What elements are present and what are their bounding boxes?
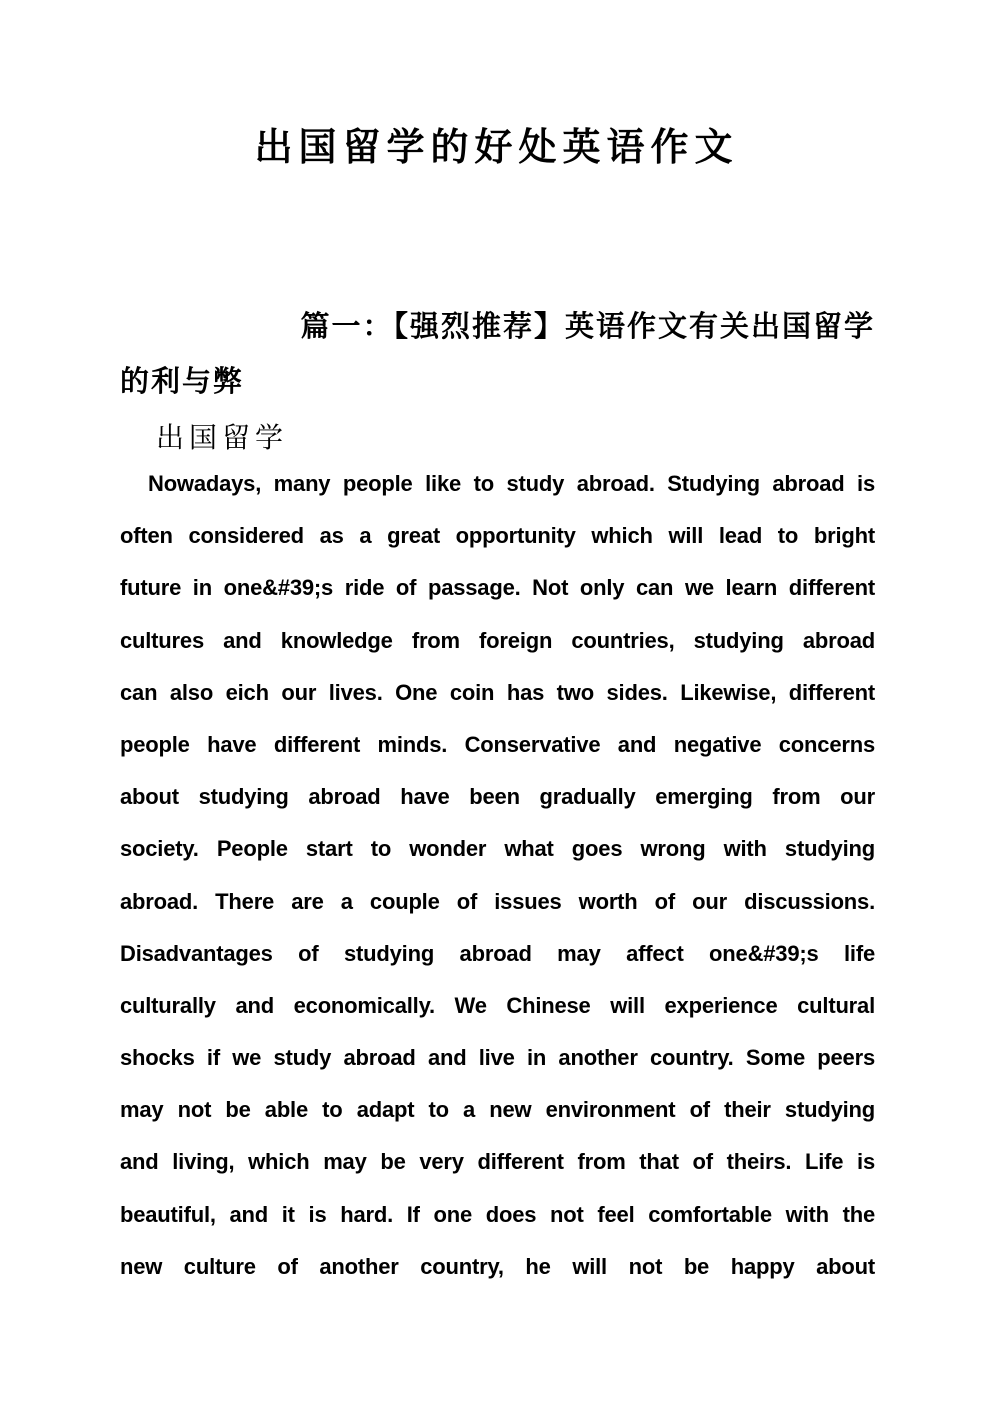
paragraph-line: cultures and knowledge from foreign countries, studying abroad [120, 627, 875, 653]
section-heading [120, 299, 875, 409]
paragraph-line: Nowadays, many people like to study abroad. Studying abroad is [148, 471, 875, 496]
paragraph-line: about studying abroad have been gradually emerging from our [120, 784, 875, 810]
paragraph-line: and living, which may be very different from that of theirs. Life is [120, 1149, 875, 1175]
paragraph-line: Disadvantages of studying abroad may affect one&#39;s life [120, 940, 875, 966]
paragraph-line: new culture of another country, he will not be happy about [120, 1253, 875, 1279]
paragraph-line: can also eich our lives. One coin has two sides. Likewise, different [120, 679, 875, 705]
paragraph-line: shocks if we study abroad and live in another country. Some peers [120, 1045, 875, 1071]
essay-subheading: 出国留学 [156, 421, 289, 454]
essay-paragraph [120, 458, 875, 1293]
paragraph-line: beautiful, and it is hard. If one does not feel comfortable with the [120, 1201, 875, 1227]
paragraph-line: people have different minds. Conservative and negative concerns [120, 731, 875, 757]
document-title: 出国留学的好处英语作文 [254, 124, 739, 169]
paragraph-line: may not be able to adapt to a new environment of their studying [120, 1097, 875, 1123]
paragraph-line: often considered as a great opportunity which will lead to bright [120, 523, 875, 549]
paragraph-line: abroad. There are a couple of issues worth of our discussions. [120, 888, 875, 914]
paragraph-line: future in one&#39;s ride of passage. Not only can we learn different [120, 575, 875, 601]
paragraph-line: society. People start to wonder what goes wrong with studying [120, 836, 875, 862]
section-heading-line-1: 篇一：【强烈推荐】英语作文有关出国留学 [300, 309, 875, 343]
section-heading-line-2: 的利与弊 [120, 364, 245, 398]
paragraph-line: culturally and economically. We Chinese will experience cultural [120, 992, 875, 1018]
